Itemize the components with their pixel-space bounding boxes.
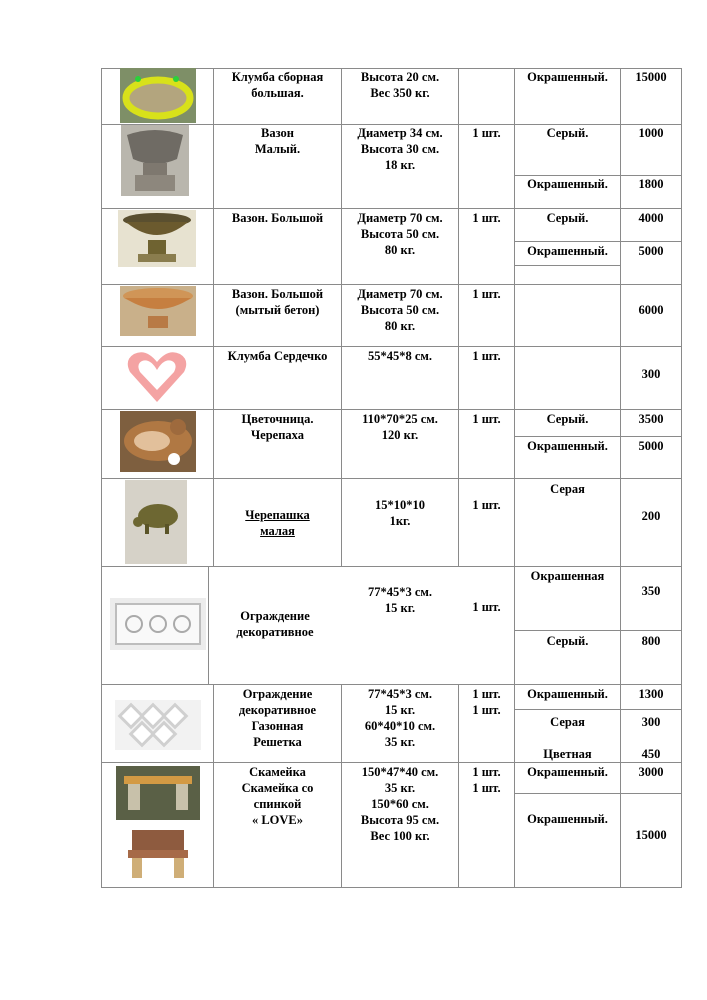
col-line bbox=[458, 68, 459, 566]
row9-price1: 1300 bbox=[638, 687, 664, 701]
row9-qty: 1 шт. 1 шт. bbox=[472, 687, 501, 717]
row8-size: 77*45*3 см. 15 кг. bbox=[367, 585, 433, 615]
row-line bbox=[101, 284, 681, 285]
row-line bbox=[101, 887, 681, 888]
row9-name: Ограждение декоративное Газонная Решетка bbox=[238, 687, 317, 749]
row6-size: 110*70*25 см. 120 кг. bbox=[362, 412, 438, 442]
row7-size: 15*10*10 1кг. bbox=[375, 498, 425, 528]
row5-price: 300 bbox=[641, 367, 661, 381]
subrow-line bbox=[514, 630, 681, 631]
lawn-grid-icon bbox=[115, 700, 201, 750]
row8-name: Ограждение декоративное bbox=[236, 609, 314, 639]
row2-finish1: Серый. bbox=[546, 126, 589, 140]
row1-name: Клумба сборная большая. bbox=[231, 70, 324, 100]
row3-finish2: Окрашенный. bbox=[527, 244, 608, 258]
row1-size: Высота 20 см. Вес 350 кг. bbox=[360, 70, 440, 100]
subrow-line bbox=[514, 709, 681, 710]
row6-finish1: Серый. bbox=[546, 412, 589, 426]
row8-price1: 350 bbox=[641, 584, 661, 598]
bench-icon bbox=[114, 764, 202, 884]
row8-qty: 1 шт. bbox=[472, 600, 501, 614]
row7-finish: Серая bbox=[550, 482, 585, 496]
row6-finish2: Окрашенный. bbox=[527, 439, 608, 453]
row8-finish1: Окрашенная bbox=[530, 569, 605, 583]
row10-price1: 3000 bbox=[638, 765, 664, 779]
row4-name: Вазон. Большой (мытый бетон) bbox=[231, 287, 324, 317]
row3-size: Диаметр 70 см. Высота 50 см. 80 кг. bbox=[357, 211, 443, 257]
row10-finish1: Окрашенный. bbox=[527, 765, 608, 779]
row3-qty: 1 шт. bbox=[472, 211, 501, 225]
row2-finish2: Окрашенный. bbox=[527, 177, 608, 191]
row1-price: 15000 bbox=[635, 70, 667, 84]
row10-name: Скамейка Скамейка со спинкой « LOVE» bbox=[241, 765, 314, 827]
row5-name: Клумба Сердечко bbox=[227, 349, 328, 363]
row-line bbox=[101, 684, 681, 685]
small-turtle-icon bbox=[125, 480, 187, 564]
row10-qty: 1 шт. 1 шт. bbox=[472, 765, 501, 795]
row9-finish2: Серая bbox=[550, 715, 585, 729]
row9-finish3: Цветная bbox=[543, 747, 592, 761]
subrow-line bbox=[514, 793, 681, 794]
subrow-line bbox=[514, 241, 681, 242]
flowerbed-round-icon bbox=[120, 68, 196, 123]
row-line bbox=[101, 208, 681, 209]
vase-small-icon bbox=[121, 125, 189, 196]
row7-name: Черепашка малая bbox=[245, 508, 310, 538]
row4-size: Диаметр 70 см. Высота 50 см. 80 кг. bbox=[357, 287, 443, 333]
row5-size: 55*45*8 см. bbox=[367, 349, 433, 363]
turtle-planter-icon bbox=[120, 411, 196, 472]
row4-qty: 1 шт. bbox=[472, 287, 501, 301]
row10-finish2: Окрашенный. bbox=[527, 812, 608, 826]
row9-price3: 450 bbox=[641, 747, 661, 761]
col-line bbox=[681, 68, 682, 888]
col-line bbox=[101, 68, 102, 888]
row2-price1: 1000 bbox=[638, 126, 664, 140]
row5-qty: 1 шт. bbox=[472, 349, 501, 363]
row8-price2: 800 bbox=[641, 634, 661, 648]
row2-name: Вазон Малый. bbox=[254, 126, 301, 156]
row8-finish2: Серый. bbox=[546, 634, 589, 648]
decorative-fence-icon bbox=[110, 598, 206, 650]
subrow-line bbox=[514, 265, 620, 266]
row10-size: 150*47*40 см. 35 кг. 150*60 см. Высота 95 см. Вес 100 кг. bbox=[360, 765, 440, 843]
row2-qty: 1 шт. bbox=[472, 126, 501, 140]
row-line bbox=[101, 478, 681, 479]
subrow-line bbox=[514, 436, 681, 437]
row-line bbox=[101, 566, 681, 567]
heart-flowerbed-icon bbox=[124, 348, 190, 406]
row-line bbox=[101, 762, 681, 763]
row3-name: Вазон. Большой bbox=[231, 211, 324, 225]
row6-name: Цветочница. Черепаха bbox=[241, 412, 314, 442]
row9-finish1: Окрашенный. bbox=[527, 687, 608, 701]
row3-finish1: Серый. bbox=[546, 211, 589, 225]
row6-qty: 1 шт. bbox=[472, 412, 501, 426]
row2-price2: 1800 bbox=[638, 177, 664, 191]
row-line bbox=[101, 409, 681, 410]
row3-price2: 5000 bbox=[638, 244, 664, 258]
row7-price: 200 bbox=[641, 509, 661, 523]
vase-large-icon bbox=[118, 210, 196, 267]
row10-price2: 15000 bbox=[635, 828, 667, 842]
row2-size: Диаметр 34 см. Высота 30 см. 18 кг. bbox=[357, 126, 443, 172]
row7-qty: 1 шт. bbox=[472, 498, 501, 512]
row9-price2: 300 bbox=[641, 715, 661, 729]
vase-concrete-icon bbox=[120, 286, 196, 336]
row6-price2: 5000 bbox=[638, 439, 664, 453]
row-line bbox=[101, 346, 681, 347]
row9-size: 77*45*3 см. 15 кг. 60*40*10 см. 35 кг. bbox=[364, 687, 436, 749]
row3-price1: 4000 bbox=[638, 211, 664, 225]
row6-price1: 3500 bbox=[638, 412, 664, 426]
row1-finish: Окрашенный. bbox=[527, 70, 608, 84]
row4-price: 6000 bbox=[638, 303, 664, 317]
